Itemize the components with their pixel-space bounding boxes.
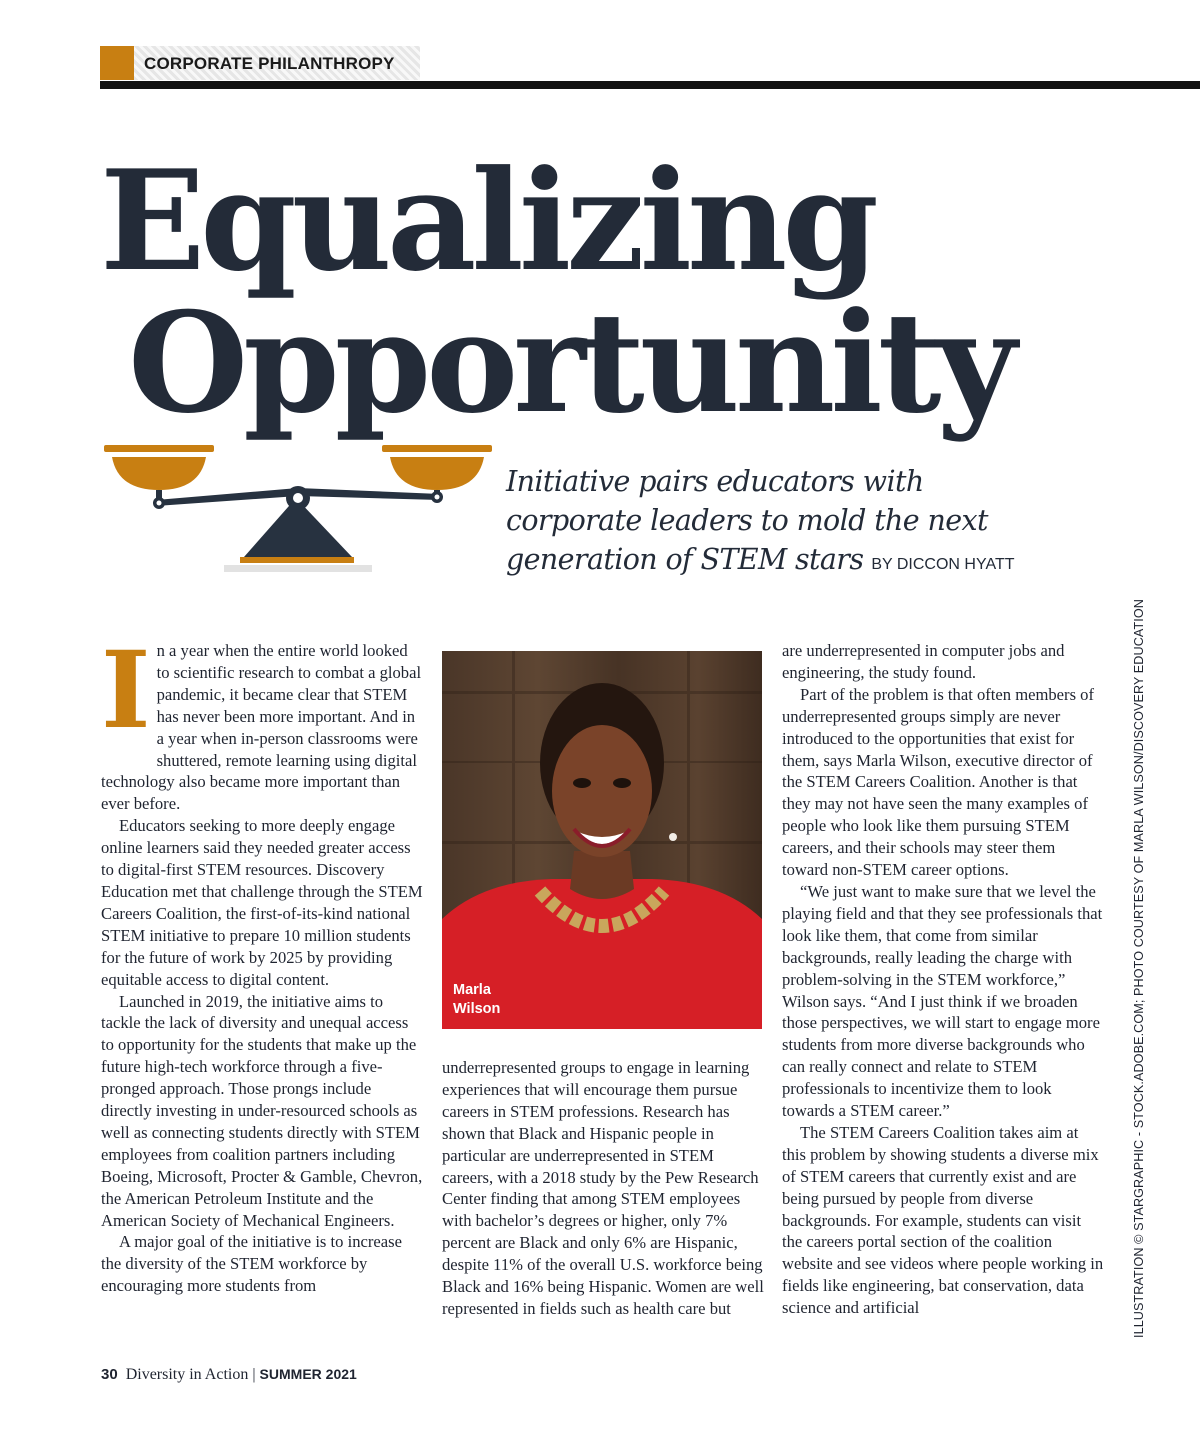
section-tag-label: CORPORATE PHILANTHROPY xyxy=(134,46,420,80)
photo-caption xyxy=(453,981,553,1019)
headline xyxy=(100,139,1012,444)
portrait-illustration xyxy=(442,651,762,1029)
deck-text: Initiative pairs educators with corporate leaders to mold the next generation of STEM stars xyxy=(506,465,988,576)
footer-separator: | xyxy=(252,1366,256,1383)
photo-caption-last: Wilson xyxy=(453,1001,501,1017)
section-tag-swatch xyxy=(100,46,134,80)
paragraph: Educators seeking to more deeply engage online learners said they needed greater access to digital-first STEM resources. Discovery Education met that challenge through the STEM Careers Coalition, the first-of-its-kind national STEM initiative to prepare 10 million students for the future of work by 2025 by providing equitable access to digital content. xyxy=(101,816,423,989)
page-footer xyxy=(101,1366,357,1384)
photo-caption-first: Marla xyxy=(453,982,491,998)
balance-scale-icon xyxy=(100,440,500,580)
paragraph: Launched in 2019, the initiative aims to tackle the lack of diversity and unequal access to opportunity for the students that make up the future high-tech workforce through a five-pronged approach. Those prongs include directly investing in under-resourced schools as well as connecting students directly with STEM employees from coalition partners including Boeing, Microsoft, Procter & Gamble, Chevron, the American Petroleum Institute and the American Society of Mechanical Engineers. xyxy=(101,991,423,1230)
body-column-3 xyxy=(782,640,1104,1319)
paragraph: underrepresented groups to engage in learning experiences that will encourage them pursue careers in STEM professions. Research has shown that Black and Hispanic people in particular are underrepresented in STEM careers, with a 2018 study by the Pew Research Center finding that among STEM employees with bachelor’s degrees or higher, only 7% percent are Black and only 6% are Hispanic, despite 11% of the overall U.S. workforce being Black and 16% being Hispanic. Women are well represented in fields such as health care but xyxy=(442,1058,764,1318)
publication-name: Diversity in Action xyxy=(125,1366,249,1383)
deck xyxy=(506,462,1066,584)
image-credit: ILLUSTRATION © STARGRAPHIC - STOCK.ADOBE.COM; PHOTO COURTESY OF MARLA WILSON/DISCOVERY EDUCATION xyxy=(1132,599,1146,1338)
body-column-2 xyxy=(442,1057,764,1320)
portrait-photo xyxy=(442,651,762,1029)
paragraph-text: n a year when the entire world looked to scientific research to combat a global pandemic, it became clear that STEM has never been more important. And in a year when in-person classrooms were shuttered, remote learning using digital technology also became more important than ever before. xyxy=(101,641,422,814)
paragraph: “We just want to make sure that we level the playing field and that they see professionals that look like them, that come from similar backgrounds, really leading the charge with problem-solving in the STEM workforce,” Wilson says. “And I just think if we broaden those perspectives, we will start to engage more students from more diverse backgrounds who can really connect and relate to STEM professionals to incentivize them to look towards a STEM career.” xyxy=(782,881,1103,1121)
byline: BY DICCON HYATT xyxy=(871,556,1015,573)
page-number: 30 xyxy=(101,1366,118,1383)
headline-line-2: Opportunity xyxy=(128,281,1012,444)
paragraph xyxy=(101,627,423,815)
top-rule xyxy=(100,81,1200,89)
section-tag xyxy=(100,46,420,80)
issue-label: SUMMER 2021 xyxy=(259,1366,357,1382)
paragraph: A major goal of the initiative is to increase the diversity of the STEM workforce by encouraging more students from xyxy=(101,1232,402,1296)
paragraph: The STEM Careers Coalition takes aim at this problem by showing students a diverse mix of STEM careers that currently exist and are being pursued by people from diverse backgrounds. For example, students can visit the careers portal section of the coalition website and see videos where people working in fields like engineering, bat conservation, data science and artificial xyxy=(782,1122,1104,1318)
drop-cap: I xyxy=(101,627,151,752)
body-column-1 xyxy=(101,627,423,1297)
headline-line-1: Equalizing xyxy=(100,139,874,302)
paragraph: are underrepresented in computer jobs and engineering, the study found. xyxy=(782,641,1065,682)
paragraph: Part of the problem is that often members of underrepresented groups simply are never introduced to the opportunities that exist for them, says Marla Wilson, executive director of the STEM Careers Coalition. Another is that they may not have seen the many examples of people who look like them pursuing STEM careers, and their schools may steer them toward non-STEM career options. xyxy=(782,684,1095,880)
